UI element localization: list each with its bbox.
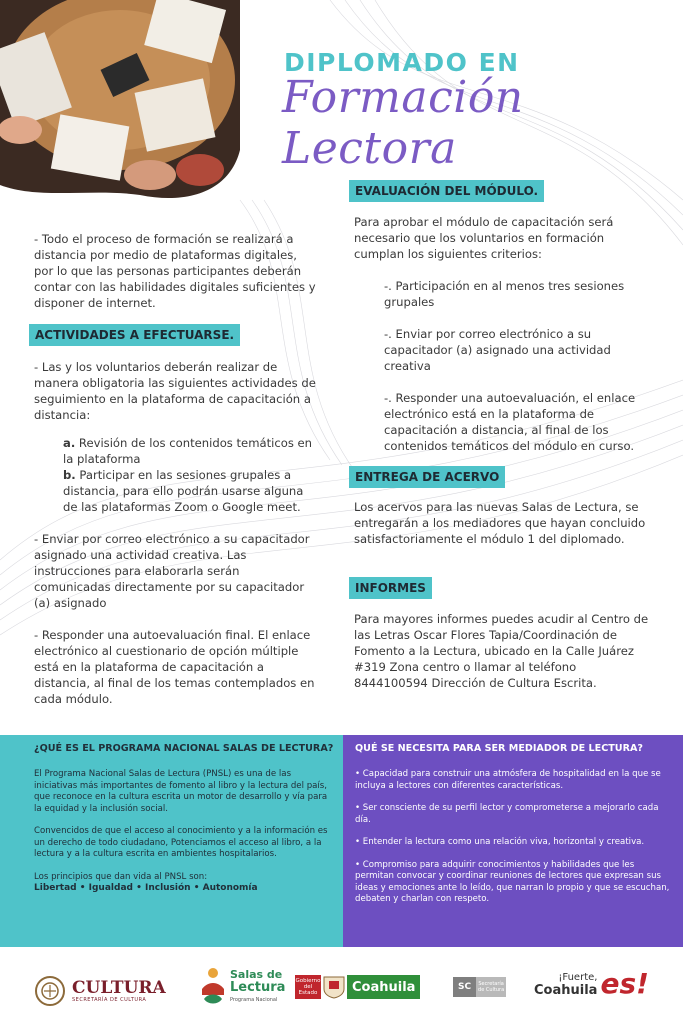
activity-item-b (63, 467, 319, 515)
acervo-paragraph: Los acervos para las nuevas Salas de Lectura, se entregarán a los mediadores que hayan concluido satisfactoriamente el módulo 1 del diplomado. (354, 500, 646, 546)
left-column-intro (34, 231, 319, 327)
activities-body (34, 359, 319, 723)
program-paragraph-2: Convencidos de que el acceso al conocimiento y a la información es un derecho de todo ciudadano, Potenciamos el acceso al libro, a la lectura y a la cultura escrita en ambientes hospitalarios. (34, 826, 328, 859)
salas-line-2: Lectura (230, 979, 286, 995)
fuerte-coahuila-logo (534, 969, 649, 999)
mediator-panel (343, 735, 683, 947)
salas-de-lectura-logo (198, 965, 285, 1009)
title-diplomado: DIPLOMADO EN (284, 48, 520, 77)
mediator-item: • Entender la lectura como una relación viva, horizontal y creativa. (355, 837, 645, 847)
salas-subtext: Programa Nacional (230, 996, 278, 1003)
activity-b-letter: b. (63, 468, 76, 482)
es-text: es! (600, 967, 649, 1000)
footer-logos (0, 947, 683, 1025)
cultura-seal-icon (34, 975, 66, 1007)
title-formacion-lectora: Formación Lectora (282, 72, 524, 174)
program-heading: ¿QUÉ ES EL PROGRAMA NACIONAL SALAS DE LECTURA? (34, 743, 334, 754)
fuerte-coahuila-text: Coahuila (534, 983, 598, 998)
acervo-body (354, 499, 649, 563)
activity-a-text: Revisión de los contenidos temáticos en la plataforma (63, 436, 313, 466)
salas-reader-icon (198, 965, 228, 1009)
mediator-item: • Ser consciente de su perfil lector y comprometerse a mejorarlo cada día. (355, 803, 659, 825)
criteria-list (354, 278, 649, 454)
coahuila-text: Coahuila (347, 975, 420, 999)
sc-text: SC (453, 977, 476, 997)
fuerte-text: ¡Fuerte, (558, 972, 598, 983)
cultura-logo (34, 975, 166, 1007)
acervo-heading: ENTREGA DE ACERVO (349, 466, 505, 488)
criterion-item: -. Enviar por correo electrónico a su capacitador (a) asignado una actividad creativa (384, 327, 611, 373)
gobierno-text: Gobierno del Estado (295, 975, 321, 999)
criterion-item: -. Responder una autoevaluación, el enlace electrónico está en la plataforma de capacitación a distancia, al final de los contenidos temáticos del módulo en curso. (384, 391, 636, 453)
coahuila-shield-icon (321, 975, 347, 999)
evaluation-intro: Para aprobar el módulo de capacitación será necesario que los voluntarios en formación cumplan los siguientes criterios: (354, 215, 614, 261)
intro-paragraph: - Todo el proceso de formación se realizará a distancia por medio de plataformas digitales, por lo que las personas participantes deberán contar con las habilidades digitales suficientes y disponer de internet. (34, 232, 316, 310)
activities-intro: - Las y los voluntarios deberán realizar de manera obligatoria las siguientes actividades de seguimiento en la plataforma de capacitación a distancia: (34, 360, 316, 422)
program-paragraph-1: El Programa Nacional Salas de Lectura (PNSL) es una de las iniciativas más importantes de fomento al libro y la lectura del país, que reconoce en la cultura escrita un motor de desarrollo y vía para la equidad y la inclusión social. (34, 769, 328, 814)
cultura-subtext: SECRETARÍA DE CULTURA (72, 997, 147, 1003)
program-body (0, 755, 343, 895)
evaluation-heading: EVALUACIÓN DEL MÓDULO. (349, 180, 544, 202)
informes-paragraph: Para mayores informes puedes acudir al Centro de las Letras Oscar Flores Tapia/Coordinación de Fomento a la Lectura, ubicado en la Calle Juárez #319 Zona centro o llamar al teléfono 8444100594 Dirección de Cultura Escrita. (354, 612, 649, 690)
program-panel (0, 735, 343, 947)
salas-line-1: Salas de (230, 967, 283, 981)
mediator-heading: QUÉ SE NECESITA PARA SER MEDIADOR DE LECTURA? (355, 743, 643, 754)
self-eval-paragraph: - Responder una autoevaluación final. El enlace electrónico al cuestionario de opción múltiple está en la plataforma de capacitación a distancia, al final de los temas contemplados en cada módulo. (34, 628, 315, 706)
evaluation-body (354, 214, 649, 470)
activity-list (34, 435, 319, 515)
mediator-item: • Compromiso para adquirir conocimientos y habilidades que les permitan convocar y coordinar reuniones de lectores que expresan sus ideas y emociones ante lo leído, que narran lo propio y que se escuchan, debaten y charlan con respeto. (355, 859, 670, 904)
gobierno-coahuila-logo (295, 975, 420, 999)
send-email-paragraph: - Enviar por correo electrónico a su capacitador asignado una actividad creativa. Las instrucciones para elaborarla serán comunicadas directamente por su capacitador (a) asignado (34, 532, 310, 610)
activity-a-letter: a. (63, 436, 76, 450)
criterion-item: -. Participación en al menos tres sesiones grupales (384, 279, 625, 309)
cultura-text: CULTURA (72, 978, 166, 998)
sc-logo (453, 977, 506, 997)
activities-heading: ACTIVIDADES A EFECTUARSE. (29, 324, 240, 346)
program-paragraph-3: Los principios que dan vida al PNSL son: (34, 871, 208, 882)
sc-subtext: Secretaría de Cultura (476, 977, 506, 997)
program-principles: Libertad • Igualdad • Inclusión • Autonomía (34, 883, 258, 893)
reading-group-photo (0, 0, 240, 210)
mediator-body (343, 755, 683, 906)
informes-body (354, 611, 649, 707)
mediator-item: • Capacidad para construir una atmósfera de hospitalidad en la que se incluya a lectores con diferentes características. (355, 769, 661, 791)
activity-item-a (63, 435, 319, 467)
activity-b-text: Participar en las sesiones grupales a distancia, para ello podrán usarse alguna de las plataformas Zoom o Google meet. (63, 468, 304, 514)
informes-heading: INFORMES (349, 577, 432, 599)
